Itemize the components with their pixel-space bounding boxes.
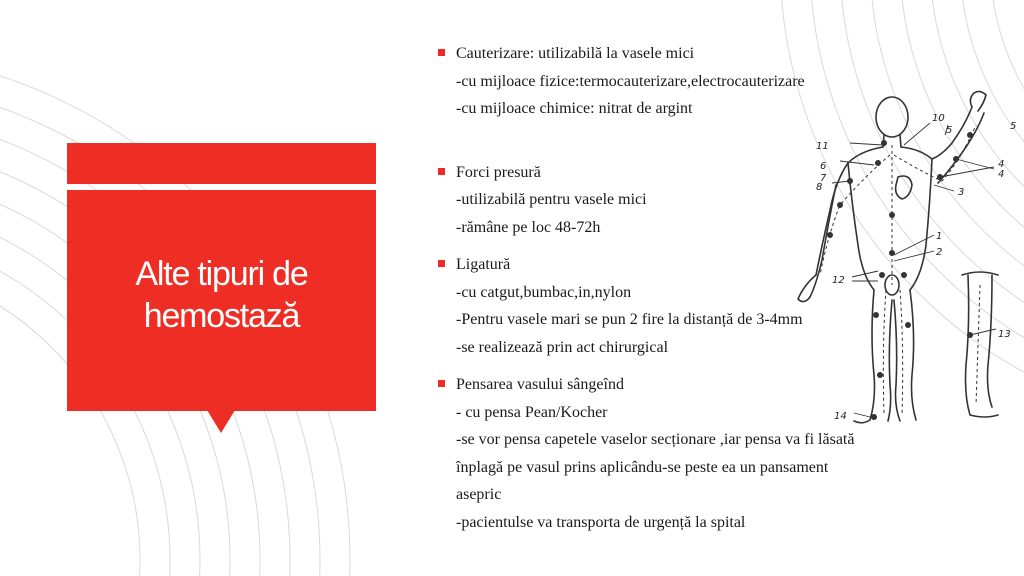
section-line: -se vor pensa capetele vaselor secționare ,iar pensa va fi lăsată (456, 431, 855, 448)
slide-title-line2: hemostază (143, 297, 300, 335)
figure-label-13: 13 (998, 329, 1011, 340)
section-line: înplagă pe vasul prins aplicându-se peste ea un pansament (456, 458, 829, 476)
figure-label-5a: 5 (946, 125, 953, 136)
figure-label-4a: 4 (998, 159, 1005, 170)
section-heading: Pensarea vasului sângeînd (456, 376, 624, 393)
figure-label-7: 7 (820, 173, 827, 184)
figure-label-12: 12 (832, 275, 845, 286)
figure-label-1: 1 (936, 231, 943, 242)
section-line: -rămâne pe loc 48-72h (456, 218, 601, 236)
figure-label-14: 14 (834, 411, 847, 422)
section-pensarea (436, 371, 1016, 536)
section-heading: Forci presură (456, 163, 541, 181)
section-cauterizare (436, 40, 1016, 123)
figure-label-10: 10 (932, 113, 945, 124)
accent-strip (67, 143, 376, 184)
slide-title (67, 253, 376, 337)
figure-label-4b: 4 (998, 169, 1005, 180)
section-line: - cu pensa Pean/Kocher (456, 403, 608, 421)
figure-label-2: 2 (936, 247, 943, 258)
figure-label-6: 6 (820, 161, 827, 172)
square-bullet-icon (438, 380, 445, 387)
section-line: -cu mijloace fizice:termocauterizare,electrocauterizare (456, 72, 805, 90)
section-heading: Cauterizare: utilizabilă la vasele mici (456, 45, 695, 62)
square-bullet-icon (438, 168, 445, 175)
section-ligatura (436, 251, 1016, 361)
section-line: -Pentru vasele mari se pun 2 fire la distanță de 3-4mm (456, 311, 803, 328)
section-heading: Ligatură (456, 256, 511, 273)
section-forci-presura (436, 159, 1016, 242)
section-line: -cu catgut,bumbac,in,nylon (456, 283, 632, 301)
section-line: -utilizabilă pentru vasele mici (456, 191, 647, 208)
section-line: asepric (456, 486, 502, 503)
figure-label-5b: 5 (1010, 121, 1017, 132)
section-line: -se realizează prin act chirurgical (456, 338, 669, 356)
square-bullet-icon (438, 49, 445, 56)
figure-label-11: 11 (816, 141, 829, 152)
slide-title-line1: Alte tipuri de (135, 255, 308, 293)
slide-content (436, 40, 1016, 536)
figure-label-8: 8 (816, 182, 823, 193)
figure-label-3: 3 (958, 187, 965, 198)
section-line: -pacientulse va transporta de urgență la spital (456, 513, 746, 531)
square-bullet-icon (438, 260, 445, 267)
section-line: -cu mijloace chimice: nitrat de argint (456, 100, 693, 117)
title-box-pointer (207, 410, 235, 433)
